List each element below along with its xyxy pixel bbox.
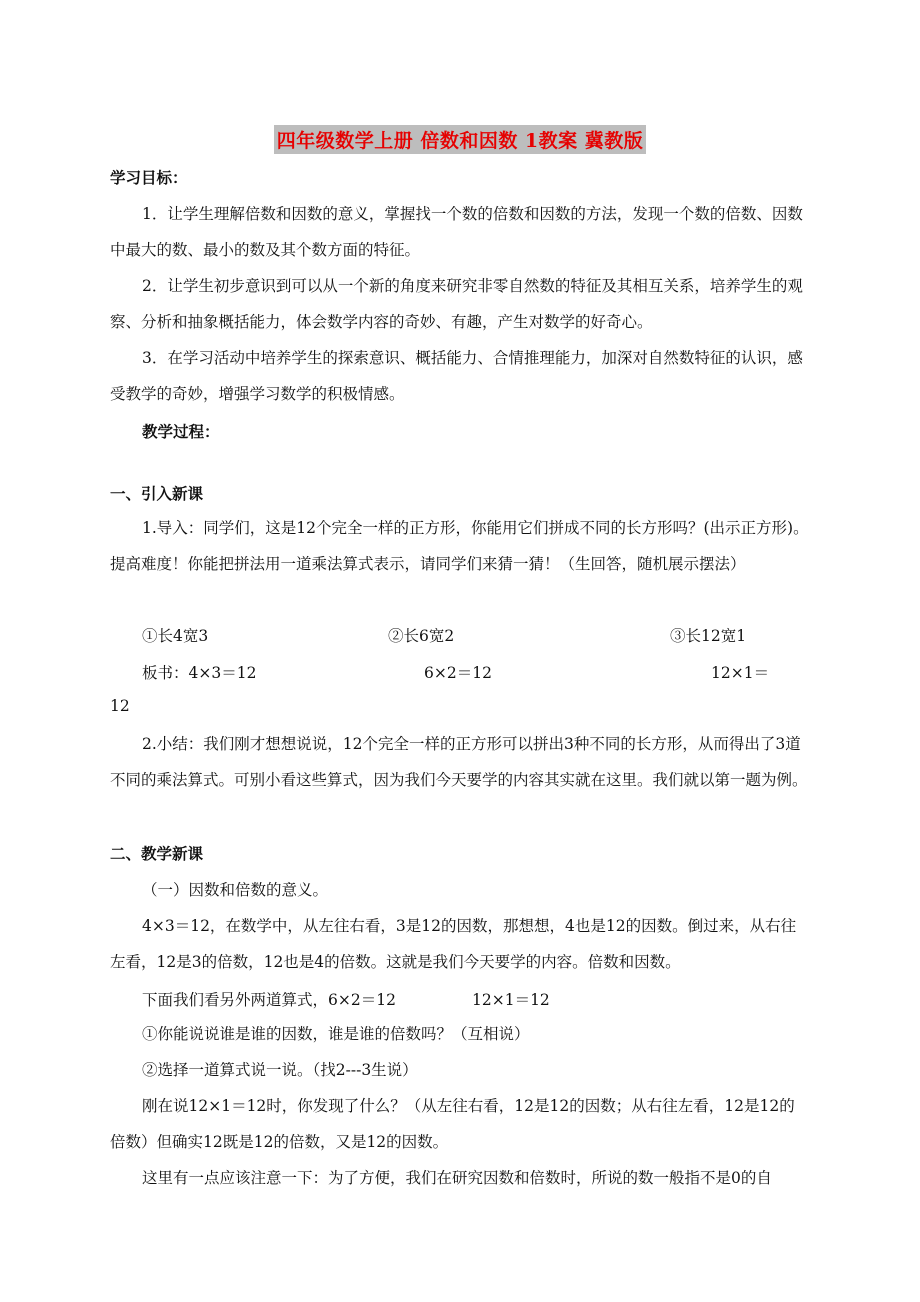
goals-heading: 学习目标： [110,168,188,187]
goal-1: 1．让学生理解倍数和因数的意义，掌握找一个数的倍数和因数的方法，发现一个数的倍数、因数中最大的数、最小的数及其个数方面的特征。 [110,205,803,259]
rect-option-3: ③长12宽1 [670,627,747,645]
discovery-paragraph: 刚在说12×1＝12时，你发现了什么？（从左往右看，12是12的因数；从右往左看，12是12的倍数）但确实12既是12的倍数，又是12的因数。 [110,1097,795,1151]
question-2: ②选择一道算式说一说。（找2---3生说） [142,1061,418,1079]
process-heading: 教学过程： [142,422,220,441]
summary-paragraph: 2.小结：我们刚才想想说说，12个完全一样的正方形可以拼出3种不同的长方形，从而得出了3道不同的乘法算式。可别小看这些算式，因为我们今天要学的内容其实就在这里。我们就以第一题为例。 [110,735,808,789]
section2-heading: 二、教学新课 [110,844,204,863]
other-equations-text: 下面我们看另外两道算式，6×2＝12 [142,991,396,1009]
other-equation-2: 12×1＝12 [472,991,550,1009]
rect-option-2: ②长6宽2 [388,627,455,645]
question-1: ①你能说说谁是谁的因数，谁是谁的倍数吗？（互相说） [142,1025,530,1043]
board-equation-3: 12×1＝ [711,664,770,682]
document-title: 四年级数学上册 倍数和因数 1教案 冀教版 [0,125,920,154]
goal-3: 3．在学习活动中培养学生的探索意识、概括能力、合情推理能力，加深对自然数特征的认识，感受教学的奇妙，增强学习数学的积极情感。 [110,349,803,403]
intro-paragraph: 1.导入：同学们，这是12个完全一样的正方形，你能用它们拼成不同的长方形吗？(出示正方形)。提高难度！你能把拼法用一道乘法算式表示，请同学们来猜一猜！（生回答，随机展示摆法） [110,519,809,573]
rect-option-1: ①长4宽3 [142,627,209,645]
section1-heading: 一、引入新课 [110,484,204,503]
goal-2: 2．让学生初步意识到可以从一个新的角度来研究非零自然数的特征及其相互关系，培养学生的观察、分析和抽象概括能力，体会数学内容的奇妙、有趣，产生对数学的好奇心。 [110,277,803,331]
note-paragraph: 这里有一点应该注意一下：为了方便，我们在研究因数和倍数时，所说的数一般指不是0的自 [142,1169,772,1187]
board-equation-2: 6×2＝12 [424,664,492,682]
board-equation-3-cont: 12 [110,697,130,715]
board-equation-1: 板书：4×3＝12 [142,664,257,682]
meaning-paragraph: 4×3＝12，在数学中，从左往右看，3是12的因数，那想想，4也是12的因数。倒过来，从右往左看，12是3的倍数，12也是4的倍数。这就是我们今天要学的内容。倍数和因数。 [110,917,797,971]
subsection-1: （一）因数和倍数的意义。 [142,881,329,899]
